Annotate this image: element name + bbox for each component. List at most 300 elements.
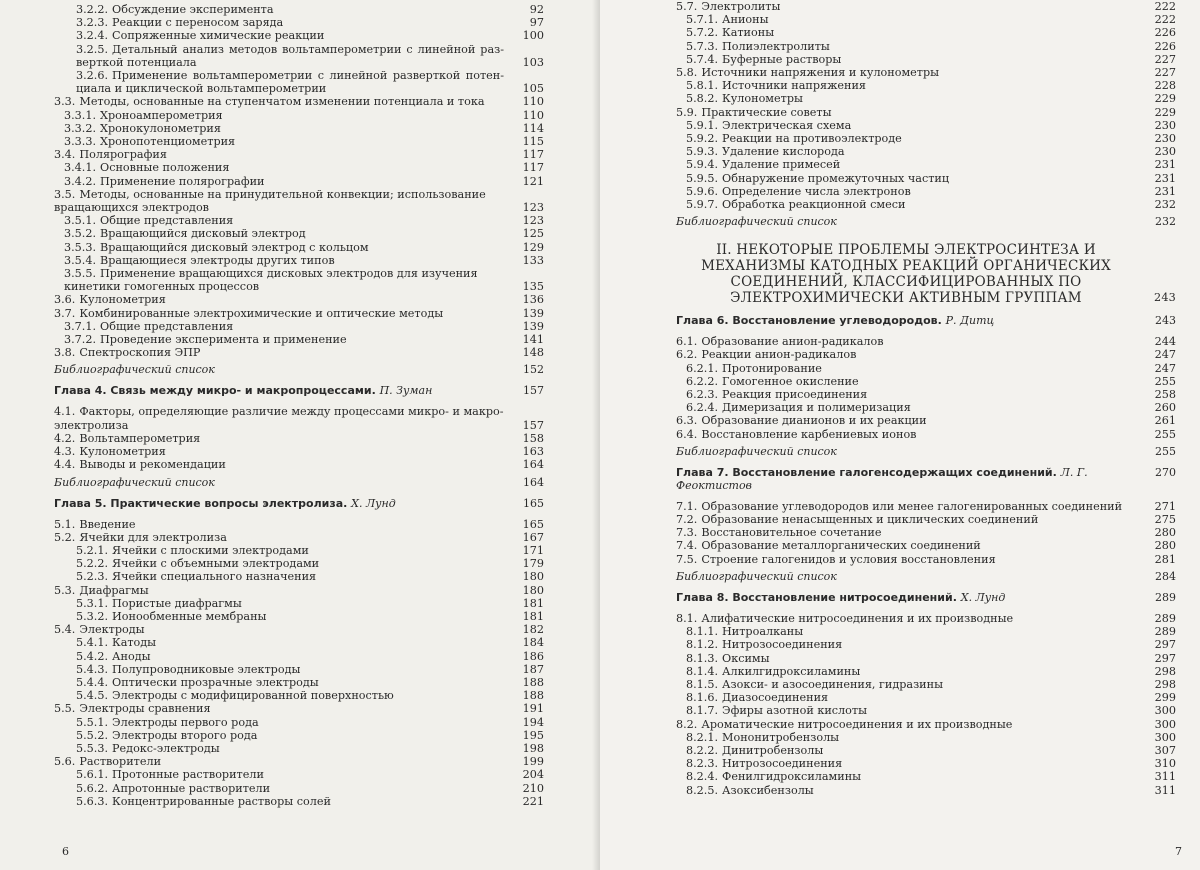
toc-entry-page: 297: [1154, 651, 1176, 665]
toc-entry: [54, 610, 544, 623]
toc-entry: [54, 241, 544, 254]
toc-entry-number: 5.2.1.: [76, 543, 109, 557]
toc-entry: [676, 158, 1176, 171]
toc-entry-title: Полярография: [79, 148, 167, 162]
toc-entry-page: 129: [522, 240, 544, 254]
toc-entry: [676, 718, 1176, 731]
toc-entry-number: 8.1.7.: [686, 704, 719, 718]
toc-entry-number: 8.1.2.: [686, 638, 719, 652]
toc-entry-page: 222: [1154, 0, 1176, 13]
toc-entry-title: Пористые диафрагмы: [112, 596, 242, 610]
toc-entry-page: 260: [1154, 401, 1176, 415]
toc-entry-title: Ароматические нитросоединения и их производные: [701, 717, 1013, 731]
toc-entry-page: 191: [522, 702, 544, 716]
toc-entry: [676, 0, 1176, 13]
toc-entry-title: Диазосоединения: [722, 691, 829, 705]
toc-entry-title: Восстановление карбениевых ионов: [701, 427, 917, 441]
toc-entry-title: Удаление кислорода: [722, 145, 845, 159]
toc-entry-number: 3.2.6.: [76, 69, 109, 83]
toc-entry: [676, 348, 1176, 361]
toc-entry: [54, 346, 544, 359]
toc-entry-number: 5.9.: [676, 105, 698, 119]
toc-entry-number: 5.3.1.: [76, 596, 109, 610]
toc-entry: [54, 3, 544, 16]
toc-entry-number: 5.7.4.: [686, 52, 719, 66]
toc-entry-title: Введение: [79, 517, 136, 531]
toc-entry-page: 226: [1154, 26, 1176, 40]
toc-entry-number: 7.5.: [676, 552, 698, 566]
toc-entry: [676, 375, 1176, 388]
toc-entry-number: 8.2.2.: [686, 743, 719, 757]
toc-entry-number: 3.5.3.: [64, 240, 97, 254]
toc-entry-page: 158: [522, 431, 544, 445]
toc-entry: [54, 432, 544, 445]
toc-entry-title: Эфиры азотной кислоты: [722, 704, 867, 718]
toc-entry: [54, 175, 544, 188]
toc-entry-number: 6.2.2.: [686, 374, 719, 388]
chapter-heading-8: Глава 8. Восстановление нитросоединений. Х. Лунд 289: [676, 590, 1176, 604]
toc-entry-number: 3.2.4.: [76, 29, 109, 43]
toc-entry-number: 5.9.4.: [686, 158, 719, 172]
toc-entry-title: Нитрозосоединения: [722, 757, 843, 771]
toc-entry-title: Реакции с переносом заряда: [112, 16, 284, 30]
toc-entry-number: 4.4.: [54, 458, 76, 472]
toc-entry-page: 311: [1154, 783, 1176, 797]
toc-entry-number: 5.8.2.: [686, 92, 719, 106]
toc-entry: [676, 678, 1176, 691]
toc-entry-page: 228: [1154, 79, 1176, 93]
toc-entry-page: 181: [522, 609, 544, 623]
toc-entry-number: 6.2.: [676, 348, 698, 362]
toc-entry-page: 117: [522, 148, 544, 162]
toc-entry-title: Образование металлорганических соединений: [701, 539, 981, 553]
toc-entry-page: 135: [522, 280, 544, 294]
toc-entry: [54, 544, 544, 557]
toc-entry-title: Электрическая схема: [722, 118, 852, 132]
toc-entry-page: 280: [1154, 526, 1176, 540]
toc-entry-title: Аноды: [112, 649, 151, 663]
toc-entry-number: 3.7.1.: [64, 319, 97, 333]
toc-entry: [676, 388, 1176, 401]
toc-entry-title: Применение вольтамперометрии с линейной разверткой потенциала и циклической вольтамперометрии: [76, 69, 504, 96]
toc-entry-page: 231: [1154, 158, 1176, 172]
toc-entry-page: 229: [1154, 105, 1176, 119]
toc-entry: [54, 458, 544, 471]
toc-entry-title: Полиэлектролиты: [722, 39, 830, 53]
toc-entry-page: 194: [522, 715, 544, 729]
toc-entry-title: Концентрированные растворы солей: [112, 794, 331, 808]
toc-entry: [54, 161, 544, 174]
toc-entry-number: 5.4.3.: [76, 662, 109, 676]
toc-entry-number: 8.1.6.: [686, 691, 719, 705]
toc-entry: [54, 43, 544, 69]
toc-entry: [676, 79, 1176, 92]
toc-entry-page: 204: [522, 768, 544, 782]
toc-entry-number: 8.1.: [676, 611, 698, 625]
toc-entry: [676, 335, 1176, 348]
chapter-heading-5: Глава 5. Практические вопросы электролиза. Х. Лунд 165: [54, 496, 544, 510]
toc-entry-title: Азокси- и азосоединения, гидразины: [722, 677, 943, 691]
toc-entry-title: Диафрагмы: [79, 583, 149, 597]
toc-entry: [676, 612, 1176, 625]
toc-entry: [54, 650, 544, 663]
toc-entry-page: 300: [1154, 704, 1176, 718]
toc-entry-title: Источники напряжения: [722, 79, 866, 93]
toc-entry-page: 258: [1154, 388, 1176, 402]
toc-entry-number: 5.9.6.: [686, 184, 719, 198]
toc-entry-page: 275: [1154, 513, 1176, 527]
toc-entry-number: 3.4.: [54, 148, 76, 162]
toc-entry-title: Реакция присоединения: [722, 388, 868, 402]
toc-list-chapter6: [676, 335, 1176, 441]
toc-entry-number: 5.7.: [676, 0, 698, 13]
toc-entry: [54, 135, 544, 148]
toc-entry-number: 5.5.1.: [76, 715, 109, 729]
toc-entry-title: Динитробензолы: [722, 743, 824, 757]
toc-entry-number: 5.3.2.: [76, 609, 109, 623]
toc-entry-page: 188: [522, 675, 544, 689]
toc-entry-number: 3.5.: [54, 187, 76, 201]
toc-entry-page: 184: [522, 636, 544, 650]
toc-entry-page: 136: [522, 293, 544, 307]
toc-entry-number: 6.3.: [676, 414, 698, 428]
toc-entry-title: Оксимы: [722, 651, 770, 665]
toc-entry-page: 231: [1154, 171, 1176, 185]
toc-entry: [54, 570, 544, 583]
chapter-heading-7: Глава 7. Восстановление галогенсодержащих соединений. Л. Г. Феоктистов 270: [676, 465, 1176, 492]
toc-entry-number: 8.1.3.: [686, 651, 719, 665]
toc-entry: [676, 145, 1176, 158]
toc-entry-number: 6.1.: [676, 335, 698, 349]
toc-entry-title: Восстановительное сочетание: [701, 526, 882, 540]
toc-entry: [54, 689, 544, 702]
toc-entry-title: Оптически прозрачные электроды: [112, 675, 319, 689]
toc-entry: [54, 122, 544, 135]
toc-entry-title: Обсуждение эксперимента: [112, 3, 274, 16]
toc-entry-title: Применение полярографии: [100, 174, 265, 188]
toc-entry-title: Анионы: [722, 13, 769, 27]
toc-entry-title: Проведение эксперимента и применение: [100, 333, 347, 347]
toc-entry: [676, 198, 1176, 211]
toc-entry-page: 289: [1154, 625, 1176, 639]
toc-entry-page: 232: [1154, 198, 1176, 212]
toc-entry-number: 6.2.1.: [686, 361, 719, 375]
toc-entry: [54, 597, 544, 610]
toc-entry-page: 198: [522, 741, 544, 755]
toc-entry-number: 5.9.5.: [686, 171, 719, 185]
toc-entry-page: 163: [522, 445, 544, 459]
toc-entry-number: 3.5.5.: [64, 267, 97, 281]
toc-entry-page: 247: [1154, 348, 1176, 362]
toc-entry-page: 97: [529, 16, 544, 30]
toc-entry-title: Ионообменные мембраны: [112, 609, 267, 623]
toc-entry-page: 148: [522, 346, 544, 360]
toc-entry: [54, 188, 544, 214]
toc-entry-number: 5.7.2.: [686, 26, 719, 40]
toc-entry: [676, 53, 1176, 66]
toc-entry-title: Полупроводниковые электроды: [112, 662, 301, 676]
toc-entry-page: 300: [1154, 730, 1176, 744]
toc-entry-title: Протонные растворители: [112, 768, 264, 782]
toc-entry: [676, 526, 1176, 539]
toc-entry-page: 195: [522, 728, 544, 742]
chapter-heading-6: Глава 6. Восстановление углеводородов. Р. Дитц 243: [676, 314, 1176, 328]
toc-entry: [676, 185, 1176, 198]
toc-entry-title: Спектроскопия ЭПР: [79, 346, 201, 360]
toc-entry-title: Вращающиеся электроды других типов: [100, 253, 335, 267]
toc-entry: [54, 320, 544, 333]
toc-entry: [54, 227, 544, 240]
toc-entry: [54, 531, 544, 544]
toc-entry-page: 307: [1154, 743, 1176, 757]
toc-entry: [676, 784, 1176, 797]
toc-entry: [676, 652, 1176, 665]
toc-entry-title: Электроды первого рода: [112, 715, 259, 729]
toc-entry-number: 5.5.3.: [76, 741, 109, 755]
toc-entry-page: 227: [1154, 52, 1176, 66]
toc-entry-page: 100: [522, 29, 544, 43]
toc-entry: [54, 109, 544, 122]
toc-entry: [676, 119, 1176, 132]
toc-entry-title: Обнаружение промежуточных частиц: [722, 171, 950, 185]
toc-entry-page: 281: [1154, 552, 1176, 566]
toc-entry-number: 7.1.: [676, 499, 698, 513]
bibliography-entry: Библиографический список 152: [54, 363, 544, 377]
toc-list-chapter3: [54, 3, 544, 359]
toc-entry-title: Буферные растворы: [722, 52, 842, 66]
toc-entry: [676, 553, 1176, 566]
toc-entry-title: Определение числа электронов: [722, 184, 911, 198]
toc-entry: [676, 26, 1176, 39]
toc-entry-number: 8.1.1.: [686, 625, 719, 639]
toc-entry-number: 5.4.: [54, 623, 76, 637]
toc-entry-title: Димеризация и полимеризация: [722, 401, 911, 415]
toc-entry-page: 311: [1154, 770, 1176, 784]
toc-entry-title: Алкилгидроксиламины: [722, 664, 861, 678]
toc-entry-page: 280: [1154, 539, 1176, 553]
toc-entry-page: 123: [522, 214, 544, 228]
toc-entry-number: 5.5.: [54, 702, 76, 716]
toc-entry: [54, 755, 544, 768]
toc-entry-page: 299: [1154, 691, 1176, 705]
toc-entry-page: 271: [1154, 499, 1176, 513]
toc-entry-title: Алифатические нитросоединения и их производные: [701, 611, 1014, 625]
toc-entry-page: 164: [522, 458, 544, 472]
toc-entry-number: 5.4.2.: [76, 649, 109, 663]
toc-entry-number: 5.7.3.: [686, 39, 719, 53]
toc-entry-page: 115: [522, 135, 544, 149]
toc-entry-page: 117: [522, 161, 544, 175]
toc-entry-number: 4.3.: [54, 445, 76, 459]
toc-entry-title: Факторы, определяющие различие между процессами микро- и макроэлектролиза: [54, 405, 504, 432]
toc-entry-title: Катоды: [112, 636, 157, 650]
toc-entry-title: Реакции анион-радикалов: [701, 348, 857, 362]
toc-entry-title: Строение галогенидов и условия восстановления: [701, 552, 996, 566]
toc-entry-number: 6.2.4.: [686, 401, 719, 415]
toc-entry-title: Нитроалканы: [722, 625, 804, 639]
toc-entry-page: 210: [522, 781, 544, 795]
toc-entry-number: 3.4.1.: [64, 161, 97, 175]
toc-entry-number: 3.5.4.: [64, 253, 97, 267]
toc-entry-title: Растворители: [79, 755, 162, 769]
toc-entry: [54, 254, 544, 267]
toc-entry-page: 103: [522, 55, 544, 69]
toc-entry-number: 5.9.1.: [686, 118, 719, 132]
toc-entry-number: 5.2.3.: [76, 570, 109, 584]
toc-entry-number: 5.6.2.: [76, 781, 109, 795]
toc-entry-title: Кулонометрия: [79, 293, 166, 307]
toc-list-chapter7: [676, 500, 1176, 566]
toc-entry-page: 221: [522, 794, 544, 808]
toc-entry: [676, 92, 1176, 105]
toc-entry: [676, 13, 1176, 26]
toc-entry-title: Выводы и рекомендации: [79, 458, 226, 472]
toc-entry: [54, 742, 544, 755]
toc-entry-title: Общие представления: [100, 214, 234, 228]
toc-entry-page: 167: [522, 530, 544, 544]
toc-entry: [676, 638, 1176, 651]
toc-entry-title: Азоксибензолы: [722, 783, 814, 797]
toc-entry: [676, 691, 1176, 704]
toc-entry-page: 181: [522, 596, 544, 610]
toc-entry-page: 165: [522, 517, 544, 531]
toc-entry: [54, 768, 544, 781]
toc-entry-page: 230: [1154, 145, 1176, 159]
toc-entry: [54, 16, 544, 29]
toc-entry: [54, 148, 544, 161]
bibliography-entry: Библиографический список 164: [54, 475, 544, 489]
toc-entry-title: Методы, основанные на ступенчатом изменении потенциала и тока: [79, 95, 485, 109]
toc-entry-number: 3.3.3.: [64, 135, 97, 149]
toc-entry: [54, 584, 544, 597]
toc-entry-page: 297: [1154, 638, 1176, 652]
toc-entry-page: 231: [1154, 184, 1176, 198]
toc-entry-title: Электролиты: [701, 0, 781, 13]
toc-entry: [54, 333, 544, 346]
toc-entry-title: Хроноамперометрия: [100, 108, 223, 122]
toc-entry-page: 298: [1154, 677, 1176, 691]
toc-entry-number: 3.3.2.: [64, 121, 97, 135]
toc-entry-title: Гомогенное окисление: [722, 374, 859, 388]
toc-entry-page: 226: [1154, 39, 1176, 53]
toc-entry-number: 7.3.: [676, 526, 698, 540]
part-title: II. НЕКОТОРЫЕ ПРОБЛЕМЫ ЭЛЕКТРОСИНТЕЗА И МЕХАНИЗМЫ КАТОДНЫХ РЕАКЦИЙ ОРГАНИЧЕСКИХ СОЕДИНЕНИЙ, КЛАССИФИЦИРОВАННЫХ ПО ЭЛЕКТРОХИМИЧЕСКИ АКТИВНЫМ ГРУППАМ 243: [701, 242, 1176, 307]
toc-entry-number: 5.7.1.: [686, 13, 719, 27]
toc-entry-number: 5.6.3.: [76, 794, 109, 808]
toc-entry-title: Сопряженные химические реакции: [112, 29, 325, 43]
toc-entry-number: 5.4.5.: [76, 689, 109, 703]
toc-entry-title: Ячейки с объемными электродами: [112, 557, 320, 571]
toc-entry-title: Методы, основанные на принудительной конвекции; использование вращающихся электродов: [54, 187, 486, 215]
toc-entry: [676, 500, 1176, 513]
toc-entry-page: 139: [522, 306, 544, 320]
toc-entry: [54, 445, 544, 458]
toc-entry-number: 8.2.3.: [686, 757, 719, 771]
toc-entry-title: Ячейки для электролиза: [79, 530, 227, 544]
toc-entry-title: Вращающийся дисковый электрод: [100, 227, 306, 241]
toc-entry-title: Образование дианионов и их реакции: [701, 414, 927, 428]
toc-entry-title: Детальный анализ методов вольтамперометрии с линейной разверткой потенциала: [76, 42, 504, 69]
toc-entry-title: Обработка реакционной смеси: [722, 198, 906, 212]
toc-entry: [676, 40, 1176, 53]
toc-entry-page: 180: [522, 583, 544, 597]
toc-entry: [676, 66, 1176, 79]
toc-entry-number: 6.2.3.: [686, 388, 719, 402]
toc-entry-number: 6.4.: [676, 427, 698, 441]
toc-entry-number: 3.2.2.: [76, 3, 109, 16]
toc-entry-title: Образование анион-радикалов: [701, 335, 884, 349]
toc-entry: [676, 744, 1176, 757]
toc-entry-title: Редокс-электроды: [112, 741, 220, 755]
toc-entry-page: 261: [1154, 414, 1176, 428]
toc-entry: [54, 557, 544, 570]
toc-entry-number: 8.2.: [676, 717, 698, 731]
toc-entry-number: 5.6.1.: [76, 768, 109, 782]
toc-entry-page: 230: [1154, 132, 1176, 146]
toc-entry-title: Электроды сравнения: [79, 702, 211, 716]
toc-entry-page: 310: [1154, 757, 1176, 771]
toc-entry: [54, 663, 544, 676]
toc-entry: [54, 729, 544, 742]
toc-entry-title: Практические советы: [701, 105, 832, 119]
toc-entry: [54, 623, 544, 636]
toc-entry: [676, 172, 1176, 185]
toc-entry-number: 5.8.: [676, 66, 698, 80]
toc-entry-title: Хронокулонометрия: [100, 121, 221, 135]
toc-entry-number: 4.2.: [54, 431, 76, 445]
toc-entry-number: 5.5.2.: [76, 728, 109, 742]
toc-entry: [676, 428, 1176, 441]
toc-entry-page: 222: [1154, 13, 1176, 27]
toc-entry-page: 123: [522, 201, 544, 215]
toc-entry-title: Апротонные растворители: [112, 781, 271, 795]
toc-entry-page: 110: [522, 108, 544, 122]
toc-entry-page: 182: [522, 623, 544, 637]
toc-entry-title: Вращающийся дисковый электрод с кольцом: [100, 240, 369, 254]
toc-entry-title: Вольтамперометрия: [79, 431, 201, 445]
toc-entry-title: Ячейки специального назначения: [112, 570, 317, 584]
toc-entry-title: Катионы: [722, 26, 775, 40]
toc-entry: [676, 414, 1176, 427]
toc-entry-number: 5.8.1.: [686, 79, 719, 93]
right-page: [600, 0, 1200, 870]
toc-entry: [676, 770, 1176, 783]
toc-entry-number: 8.2.1.: [686, 730, 719, 744]
toc-entry-title: Удаление примесей: [722, 158, 841, 172]
toc-entry-page: 105: [522, 82, 544, 96]
toc-entry-page: 171: [522, 543, 544, 557]
toc-entry-title: Ячейки с плоскими электродами: [112, 543, 309, 557]
toc-entry: [54, 795, 544, 808]
toc-entry: [54, 782, 544, 795]
toc-entry-page: 247: [1154, 361, 1176, 375]
toc-entry-title: Протонирование: [722, 361, 822, 375]
toc-entry-number: 3.3.: [54, 95, 76, 109]
toc-entry-number: 3.8.: [54, 346, 76, 360]
toc-entry-number: 3.5.2.: [64, 227, 97, 241]
toc-entry-page: 125: [522, 227, 544, 241]
toc-entry-page: 121: [522, 174, 544, 188]
toc-entry-title: Источники напряжения и кулонометры: [701, 66, 940, 80]
toc-entry: [54, 716, 544, 729]
toc-entry-number: 5.2.: [54, 530, 76, 544]
toc-entry: [54, 702, 544, 715]
toc-entry-title: Образование углеводородов или менее галогенированных соединений: [701, 499, 1123, 513]
toc-entry-number: 3.2.3.: [76, 16, 109, 30]
toc-entry: [54, 267, 544, 293]
toc-entry-title: Образование ненасыщенных и циклических соединений: [701, 513, 1039, 527]
toc-entry-page: 230: [1154, 118, 1176, 132]
